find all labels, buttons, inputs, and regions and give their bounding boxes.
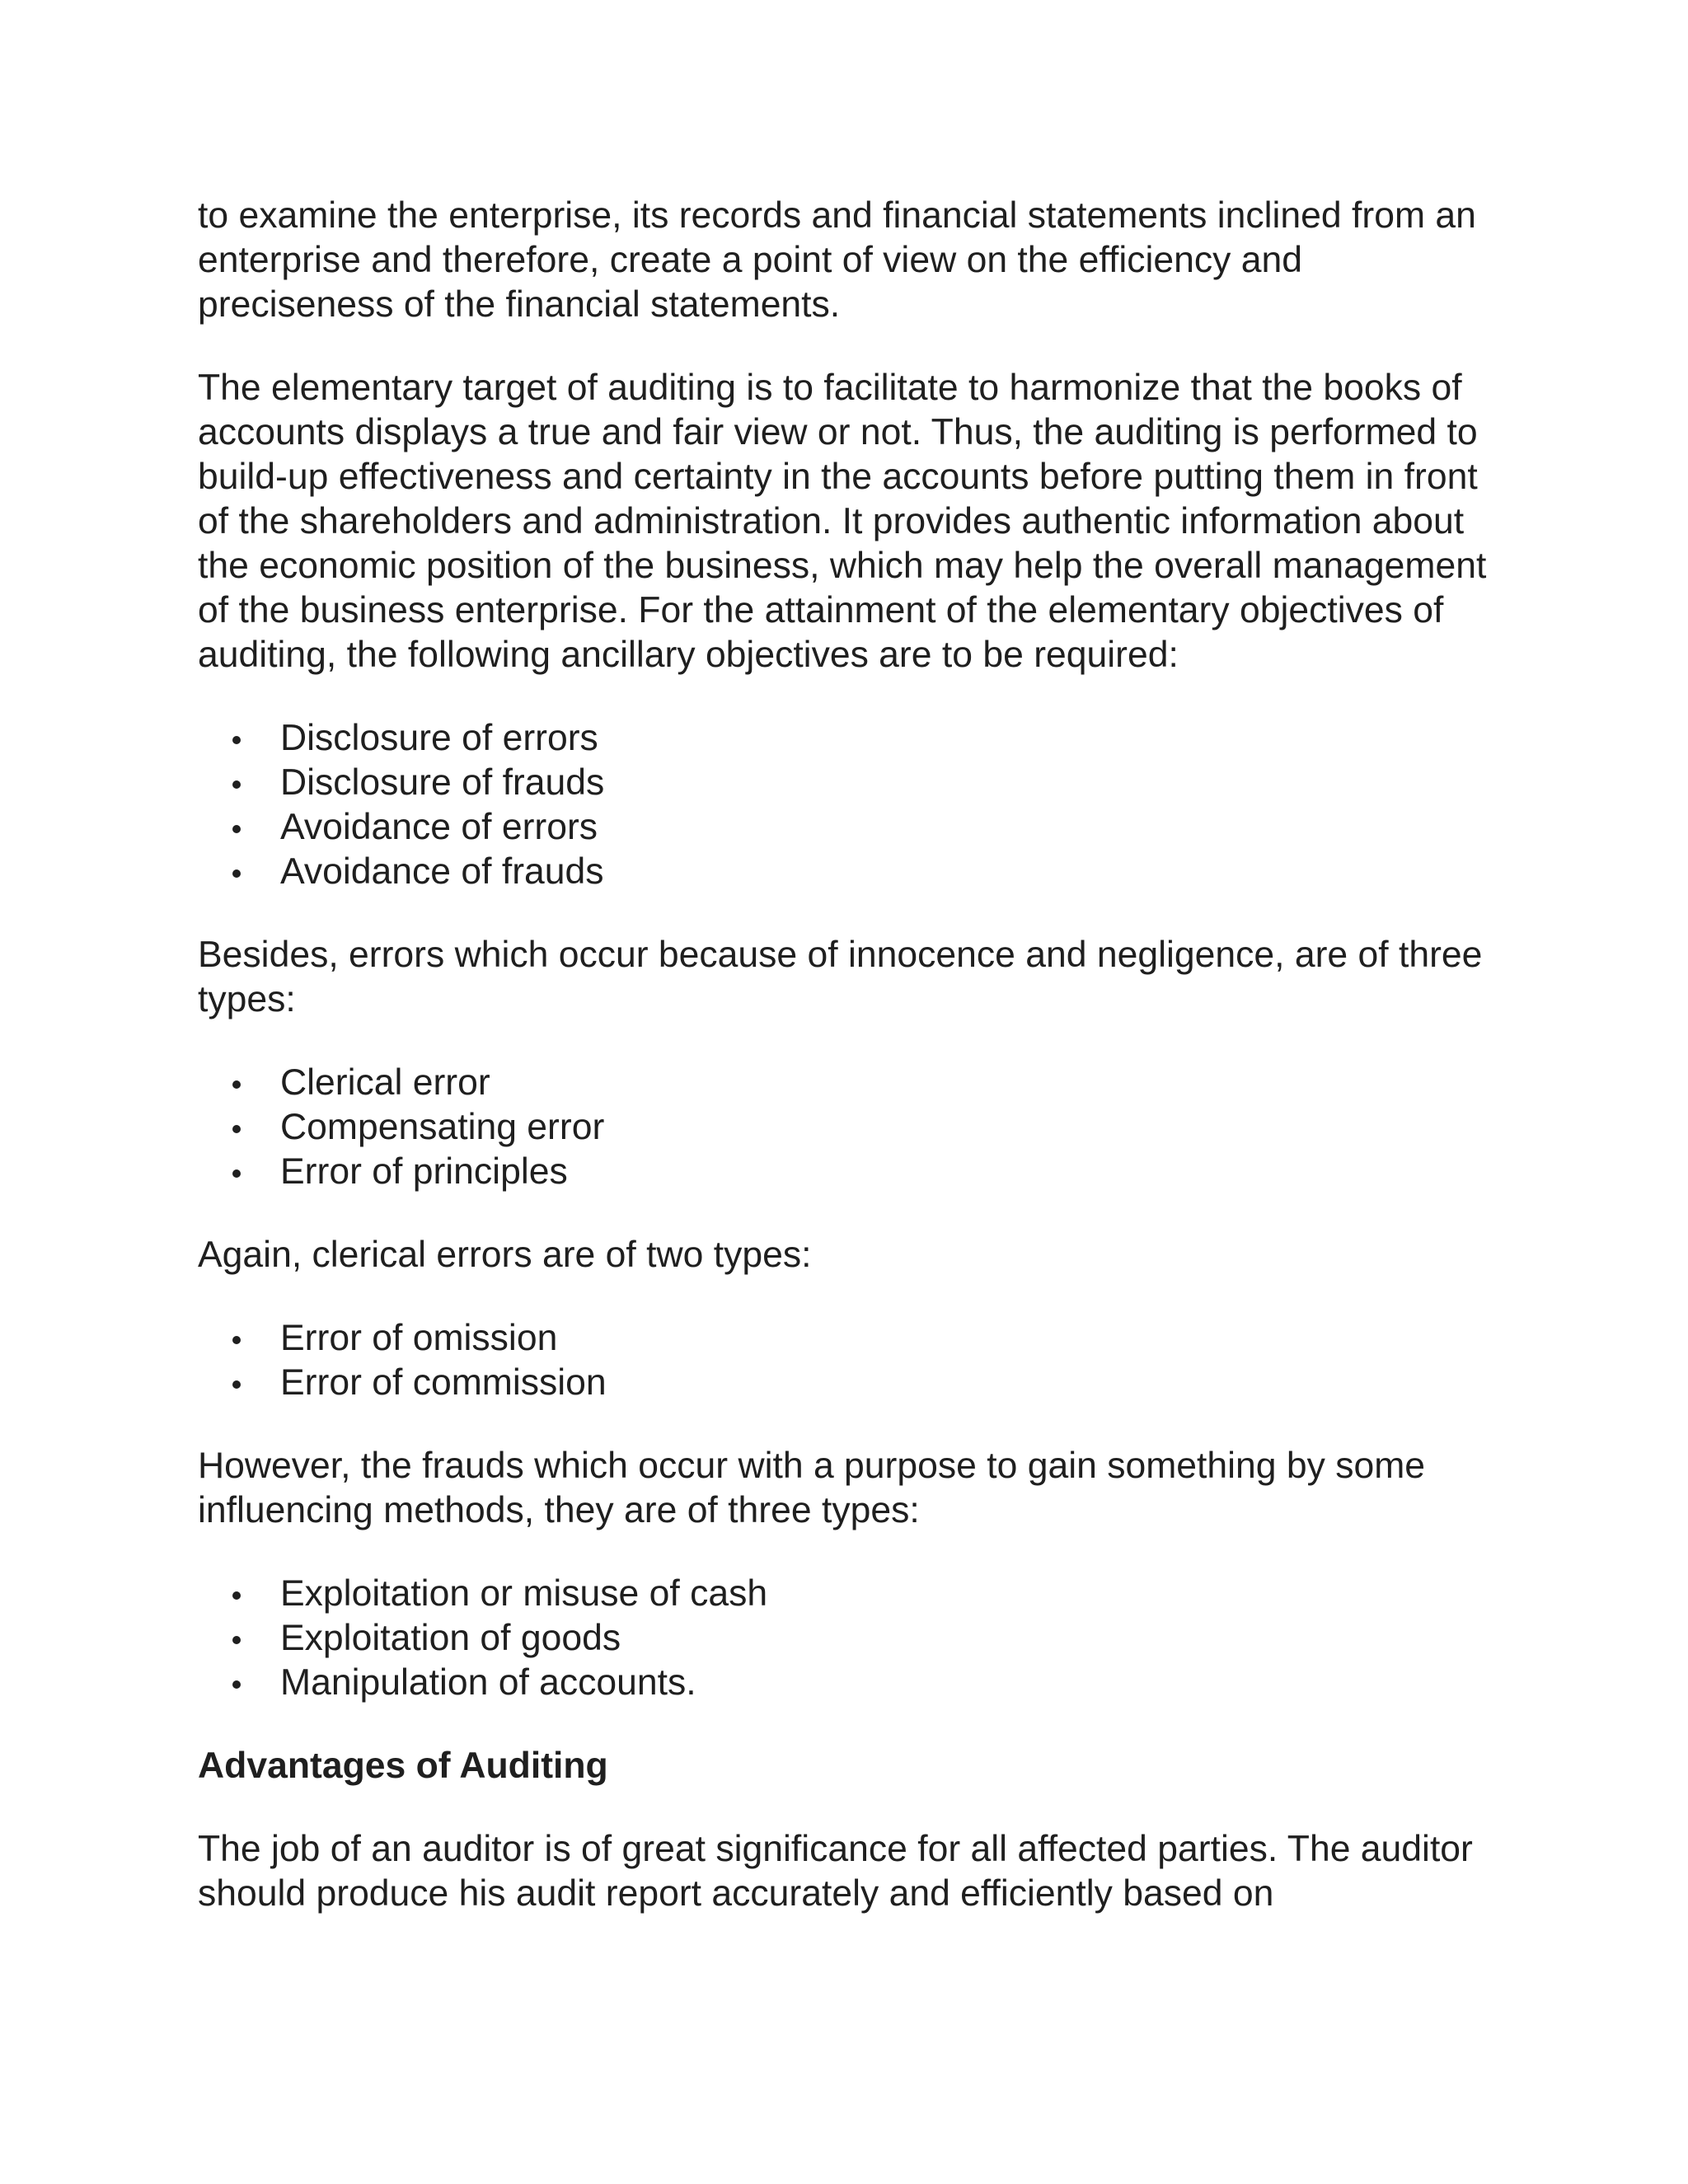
list-item xyxy=(198,850,1500,894)
list-item-text: Disclosure of frauds xyxy=(280,762,605,803)
bullet-icon xyxy=(232,825,241,833)
clerical-types-list xyxy=(198,1316,1500,1405)
list-item-text: Exploitation of goods xyxy=(280,1618,621,1658)
bullet-icon xyxy=(232,1680,241,1689)
list-item xyxy=(198,1616,1500,1661)
list-item-text: Exploitation or misuse of cash xyxy=(280,1573,768,1614)
list-item xyxy=(198,1061,1500,1105)
list-item xyxy=(198,1105,1500,1150)
bullet-icon xyxy=(232,1591,241,1600)
list-item-text: Disclosure of errors xyxy=(280,718,598,758)
bullet-icon xyxy=(232,1380,241,1389)
bullet-icon xyxy=(232,1125,241,1133)
list-item-text: Compensating error xyxy=(280,1107,605,1147)
list-item xyxy=(198,1361,1500,1405)
objectives-list xyxy=(198,716,1500,894)
bullet-icon xyxy=(232,736,241,744)
paragraph: The job of an auditor is of great significance for all affected parties. The auditor should produce his audit report accurately and efficiently based on xyxy=(198,1829,1473,1914)
list-item-text: Avoidance of frauds xyxy=(280,851,604,892)
fraud-types-list xyxy=(198,1572,1500,1705)
list-item-text: Error of omission xyxy=(280,1318,558,1358)
list-item xyxy=(198,805,1500,850)
list-item xyxy=(198,716,1500,761)
list-item xyxy=(198,1661,1500,1705)
list-item xyxy=(198,761,1500,805)
paragraph: The elementary target of auditing is to facilitate to harmonize that the books of accounts displays a true and fair view or not. Thus, the auditing is performed to build-up effectiveness and certainty in the accounts before putting them in front of the shareholders and administration. It provides authentic information about the economic position of the business, which may help the overall management of the business enterprise. For the attainment of the elementary objectives of auditing, the following ancillary objectives are to be required: xyxy=(198,368,1487,675)
document-body xyxy=(198,194,1500,1955)
paragraph: Besides, errors which occur because of innocence and negligence, are of three types: xyxy=(198,935,1483,1019)
bullet-icon xyxy=(232,1636,241,1644)
paragraph: However, the frauds which occur with a purpose to gain something by some influencing methods, they are of three types: xyxy=(198,1446,1426,1530)
list-item xyxy=(198,1150,1500,1194)
bullet-icon xyxy=(232,869,241,878)
list-item-text: Avoidance of errors xyxy=(280,807,598,847)
list-item-text: Error of principles xyxy=(280,1151,568,1192)
paragraph: Again, clerical errors are of two types: xyxy=(198,1235,812,1275)
section-heading: Advantages of Auditing xyxy=(198,1746,608,1786)
bullet-icon xyxy=(232,1169,241,1178)
list-item xyxy=(198,1572,1500,1616)
list-item-text: Clerical error xyxy=(280,1062,490,1103)
list-item xyxy=(198,1316,1500,1361)
bullet-icon xyxy=(232,780,241,789)
paragraph: to examine the enterprise, its records and financial statements inclined from an enterprise and therefore, create a point of view on the efficiency and preciseness of the financial statements. xyxy=(198,195,1476,325)
error-types-list xyxy=(198,1061,1500,1194)
list-item-text: Error of commission xyxy=(280,1362,607,1403)
list-item-text: Manipulation of accounts. xyxy=(280,1662,696,1703)
bullet-icon xyxy=(232,1336,241,1344)
bullet-icon xyxy=(232,1080,241,1089)
